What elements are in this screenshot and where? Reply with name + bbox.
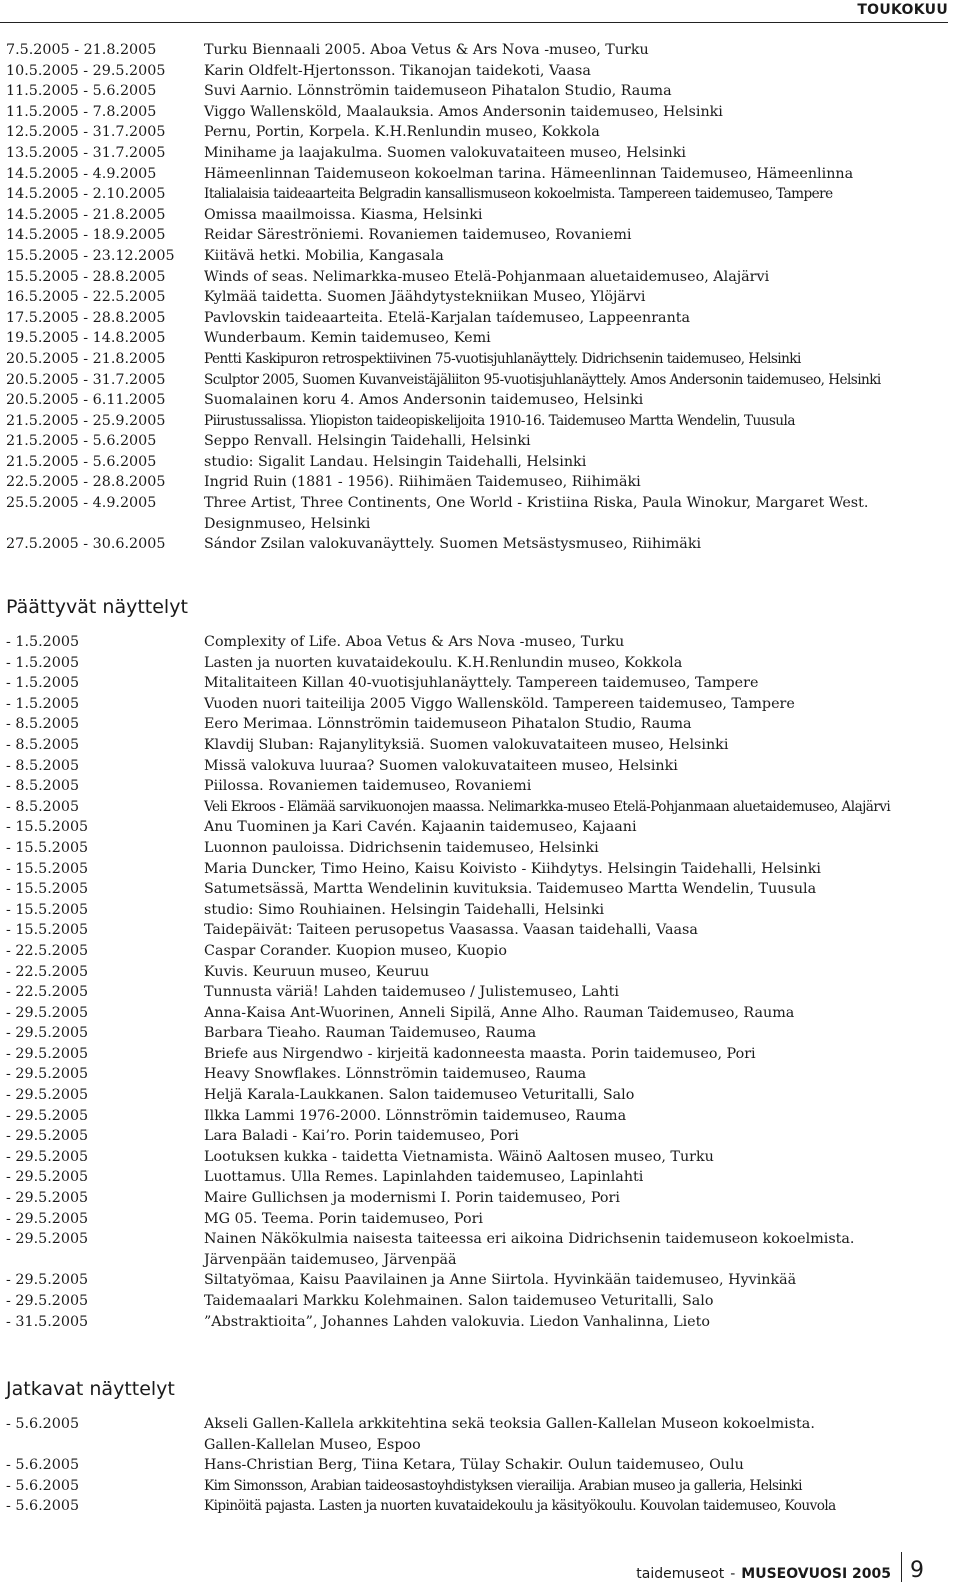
exhibition-date: 10.5.2005 - 29.5.2005 bbox=[6, 62, 166, 79]
ending-exhibitions-list bbox=[6, 632, 950, 1332]
exhibition-row bbox=[6, 632, 950, 653]
exhibition-date: - 1.5.2005 bbox=[6, 634, 80, 650]
exhibition-description: Piirustussalissa. Yliopiston taideopiskelijoita 1910-16. Taidemuseo Martta Wendelin, Tuusula bbox=[204, 412, 795, 429]
exhibition-description: Kuvis. Keuruun museo, Keuruu bbox=[204, 963, 430, 980]
exhibition-row bbox=[6, 694, 950, 715]
exhibition-description: Tunnusta väriä! Lahden taidemuseo / Julistemuseo, Lahti bbox=[204, 984, 619, 1001]
exhibition-row bbox=[6, 308, 950, 329]
exhibition-date: - 8.5.2005 bbox=[6, 736, 80, 753]
exhibition-date: 20.5.2005 - 31.7.2005 bbox=[6, 371, 166, 388]
exhibition-row bbox=[6, 1044, 950, 1065]
exhibition-date: - 15.5.2005 bbox=[6, 881, 89, 898]
exhibition-description: Akseli Gallen-Kallela arkkitehtina sekä teoksia Gallen-Kallelan Museon kokoelmista. bbox=[204, 1416, 815, 1432]
continuing-exhibitions-heading: Jatkavat näyttelyt bbox=[6, 1378, 175, 1400]
exhibition-row bbox=[6, 1229, 950, 1250]
exhibition-description: Heljä Karala-Laukkanen. Salon taidemuseo Veturitalli, Salo bbox=[204, 1087, 635, 1104]
exhibition-description: Mitalitaiteen Killan 40-vuotisjuhlanäyttely. Tampereen taidemuseo, Tampere bbox=[204, 675, 759, 692]
exhibition-row bbox=[6, 756, 950, 777]
exhibition-date: 19.5.2005 - 14.8.2005 bbox=[6, 330, 166, 347]
exhibition-description-continued: Designmuseo, Helsinki bbox=[204, 515, 371, 532]
exhibition-row bbox=[6, 900, 950, 921]
exhibition-row bbox=[6, 735, 950, 756]
exhibition-date: - 5.6.2005 bbox=[6, 1416, 80, 1432]
exhibition-row bbox=[6, 61, 950, 82]
exhibition-row bbox=[6, 838, 950, 859]
footer-dash: - bbox=[730, 1566, 736, 1582]
exhibition-description: Anu Tuominen ja Kari Cavén. Kajaanin taidemuseo, Kajaani bbox=[204, 819, 637, 836]
page-number: 9 bbox=[910, 1558, 924, 1583]
exhibition-description: Caspar Corander. Kuopion museo, Kuopio bbox=[204, 942, 507, 959]
exhibition-date: 21.5.2005 - 5.6.2005 bbox=[6, 433, 157, 450]
section-tag: TOUKOKUU bbox=[857, 2, 948, 18]
exhibition-row bbox=[6, 493, 950, 514]
exhibition-row bbox=[6, 1003, 950, 1024]
exhibition-description: Lara Baladi - Kai’ro. Porin taidemuseo, Pori bbox=[204, 1128, 519, 1145]
exhibition-description: Ilkka Lammi 1976-2000. Lönnströmin taidemuseo, Rauma bbox=[204, 1107, 627, 1124]
exhibition-date: - 15.5.2005 bbox=[6, 901, 89, 918]
exhibition-row bbox=[6, 1476, 950, 1497]
exhibition-row bbox=[6, 1188, 950, 1209]
exhibition-description: Kiitävä hetki. Mobilia, Kangasala bbox=[204, 247, 444, 264]
exhibition-date: - 22.5.2005 bbox=[6, 984, 89, 1001]
exhibition-row bbox=[6, 1147, 950, 1168]
exhibition-row bbox=[6, 349, 950, 370]
exhibition-description: Eero Merimaa. Lönnströmin taidemuseon Pihatalon Studio, Rauma bbox=[204, 716, 692, 733]
exhibition-date: - 5.6.2005 bbox=[6, 1457, 80, 1474]
exhibition-date: 7.5.2005 - 21.8.2005 bbox=[6, 42, 157, 58]
exhibition-row bbox=[6, 1023, 950, 1044]
exhibition-date: - 22.5.2005 bbox=[6, 942, 89, 959]
exhibition-date: 16.5.2005 - 22.5.2005 bbox=[6, 289, 166, 306]
exhibition-description: Kylmää taidetta. Suomen Jäähdytystekniikan Museo, Ylöjärvi bbox=[204, 289, 646, 306]
exhibition-description: Taidemaalari Markku Kolehmainen. Salon taidemuseo Veturitalli, Salo bbox=[204, 1293, 714, 1309]
continuing-exhibitions-list bbox=[6, 1414, 950, 1517]
exhibition-date: 15.5.2005 - 28.8.2005 bbox=[6, 268, 166, 285]
exhibition-row bbox=[6, 1455, 950, 1476]
exhibition-row bbox=[6, 1496, 950, 1517]
exhibition-row bbox=[6, 452, 950, 473]
exhibition-description: Lootuksen kukka - taidetta Vietnamista. Wäinö Aaltosen museo, Turku bbox=[204, 1148, 714, 1165]
exhibition-row bbox=[6, 797, 950, 818]
exhibition-description: Barbara Tieaho. Rauman Taidemuseo, Rauma bbox=[204, 1025, 537, 1042]
exhibition-row bbox=[6, 534, 950, 555]
exhibition-date: - 29.5.2005 bbox=[6, 1128, 89, 1145]
exhibition-description: Luonnon pauloissa. Didrichsenin taidemuseo, Helsinki bbox=[204, 839, 599, 856]
exhibition-date: - 29.5.2005 bbox=[6, 1004, 89, 1021]
exhibition-row bbox=[6, 941, 950, 962]
exhibition-date: 15.5.2005 - 23.12.2005 bbox=[6, 247, 175, 264]
exhibition-row bbox=[6, 431, 950, 452]
exhibition-row bbox=[6, 246, 950, 267]
exhibition-date: - 8.5.2005 bbox=[6, 716, 80, 733]
exhibition-description: Veli Ekroos - Elämää sarvikuonojen maassa. Nelimarkka-museo Etelä-Pohjanmaan aluetaidemuseo, Alajärvi bbox=[204, 798, 891, 815]
page-footer bbox=[636, 1552, 924, 1582]
exhibition-row bbox=[6, 1209, 950, 1230]
exhibition-description: Suvi Aarnio. Lönnströmin taidemuseon Pihatalon Studio, Rauma bbox=[204, 83, 672, 100]
exhibition-description: Karin Oldfelt-Hjertonsson. Tikanojan taidekoti, Vaasa bbox=[204, 62, 591, 79]
exhibition-description: Pernu, Portin, Korpela. K.H.Renlundin museo, Kokkola bbox=[204, 124, 600, 141]
exhibition-date: - 5.6.2005 bbox=[6, 1498, 80, 1515]
exhibition-description: Ingrid Ruin (1881 - 1956). Riihimäen Taidemuseo, Riihimäki bbox=[204, 474, 641, 491]
exhibition-date: 27.5.2005 - 30.6.2005 bbox=[6, 536, 166, 553]
exhibition-row bbox=[6, 982, 950, 1003]
exhibition-description: Piilossa. Rovaniemen taidemuseo, Rovaniemi bbox=[204, 778, 532, 795]
exhibition-row bbox=[6, 411, 950, 432]
exhibition-row bbox=[6, 714, 950, 735]
exhibition-row bbox=[6, 1106, 950, 1127]
exhibition-row bbox=[6, 1085, 950, 1106]
exhibition-description: studio: Simo Rouhiainen. Helsingin Taidehalli, Helsinki bbox=[204, 901, 605, 918]
exhibition-description: Seppo Renvall. Helsingin Taidehalli, Helsinki bbox=[204, 433, 531, 450]
exhibition-description: Kipinöitä pajasta. Lasten ja nuorten kuvataidekoulu ja käsityökoulu. Kouvolan taidemuseo, Kouvola bbox=[204, 1498, 836, 1515]
exhibition-date: 14.5.2005 - 2.10.2005 bbox=[6, 186, 166, 203]
exhibition-date: 14.5.2005 - 4.9.2005 bbox=[6, 165, 157, 182]
exhibition-description: Sándor Zsilan valokuvanäyttely. Suomen Metsästysmuseo, Riihimäki bbox=[204, 536, 702, 553]
exhibition-description-continued: Gallen-Kallelan Museo, Espoo bbox=[204, 1436, 421, 1453]
exhibition-date: - 5.6.2005 bbox=[6, 1477, 80, 1494]
exhibition-description: Three Artist, Three Continents, One World - Kristiina Riska, Paula Winokur, Margaret West. bbox=[204, 495, 869, 512]
exhibition-row bbox=[6, 184, 950, 205]
exhibition-description: Wunderbaum. Kemin taidemuseo, Kemi bbox=[204, 330, 491, 347]
exhibition-date: - 15.5.2005 bbox=[6, 839, 89, 856]
exhibition-date: - 29.5.2005 bbox=[6, 1210, 89, 1227]
exhibition-date: 11.5.2005 - 7.8.2005 bbox=[6, 103, 157, 120]
exhibition-row bbox=[6, 1126, 950, 1147]
exhibition-description: Missä valokuva luuraa? Suomen valokuvataiteen museo, Helsinki bbox=[204, 757, 678, 774]
exhibition-description: Reidar Säreströniemi. Rovaniemen taidemuseo, Rovaniemi bbox=[204, 227, 632, 244]
exhibition-row bbox=[6, 1414, 950, 1435]
footer-separator bbox=[901, 1552, 902, 1582]
exhibition-row bbox=[6, 40, 950, 61]
exhibition-date: 21.5.2005 - 25.9.2005 bbox=[6, 412, 166, 429]
exhibition-row bbox=[6, 653, 950, 674]
exhibition-description: Siltatyömaa, Kaisu Paavilainen ja Anne Siirtola. Hyvinkään taidemuseo, Hyvinkää bbox=[204, 1272, 797, 1289]
opening-exhibitions-list bbox=[6, 40, 950, 555]
exhibition-description: Suomalainen koru 4. Amos Andersonin taidemuseo, Helsinki bbox=[204, 392, 644, 409]
exhibition-date: 21.5.2005 - 5.6.2005 bbox=[6, 453, 157, 470]
exhibition-description: Nainen Näkökulmia naisesta taiteessa eri aikoina Didrichsenin taidemuseon kokoelmista. bbox=[204, 1231, 855, 1248]
exhibition-date: - 15.5.2005 bbox=[6, 922, 89, 939]
exhibition-date: 12.5.2005 - 31.7.2005 bbox=[6, 124, 166, 141]
exhibition-row bbox=[6, 390, 950, 411]
exhibition-description: Minihame ja laajakulma. Suomen valokuvataiteen museo, Helsinki bbox=[204, 144, 686, 161]
exhibition-date: 20.5.2005 - 6.11.2005 bbox=[6, 392, 166, 409]
exhibition-description: Vuoden nuori taiteilija 2005 Viggo Wallensköld. Tampereen taidemuseo, Tampere bbox=[204, 695, 795, 712]
exhibition-description: Kim Simonsson, Arabian taideosastoyhdistyksen vierailija. Arabian museo ja galleria, Helsinki bbox=[204, 1477, 802, 1494]
footer-publication: MUSEOVUOSI 2005 bbox=[741, 1566, 891, 1582]
exhibition-description: Lasten ja nuorten kuvataidekoulu. K.H.Renlundin museo, Kokkola bbox=[204, 654, 683, 671]
exhibition-row bbox=[6, 81, 950, 102]
exhibition-date: 14.5.2005 - 18.9.2005 bbox=[6, 227, 166, 244]
exhibition-description: Pavlovskin taideaarteita. Etelä-Karjalan taídemuseo, Lappeenranta bbox=[204, 309, 691, 326]
exhibition-date: - 29.5.2005 bbox=[6, 1190, 89, 1207]
exhibition-date: - 29.5.2005 bbox=[6, 1293, 89, 1309]
exhibition-date: - 29.5.2005 bbox=[6, 1066, 89, 1083]
exhibition-row bbox=[6, 122, 950, 143]
exhibition-row bbox=[6, 962, 950, 983]
exhibition-description: Viggo Wallensköld, Maalauksia. Amos Andersonin taidemuseo, Helsinki bbox=[204, 103, 723, 120]
ending-exhibitions-heading: Päättyvät näyttelyt bbox=[6, 596, 188, 618]
exhibition-date: 22.5.2005 - 28.8.2005 bbox=[6, 474, 166, 491]
exhibition-row bbox=[6, 205, 950, 226]
exhibition-date: - 8.5.2005 bbox=[6, 798, 80, 815]
exhibition-description: Heavy Snowflakes. Lönnströmin taidemuseo, Rauma bbox=[204, 1066, 587, 1083]
exhibition-date: - 1.5.2005 bbox=[6, 675, 80, 692]
exhibition-description: Satumetsässä, Martta Wendelinin kuvituksia. Taidemuseo Martta Wendelin, Tuusula bbox=[204, 881, 817, 898]
exhibition-date: - 29.5.2005 bbox=[6, 1045, 89, 1062]
exhibition-row bbox=[6, 776, 950, 797]
exhibition-description: Klavdij Sluban: Rajanylityksiä. Suomen valokuvataiteen museo, Helsinki bbox=[204, 736, 729, 753]
exhibition-row bbox=[6, 1312, 950, 1333]
exhibition-row bbox=[6, 370, 950, 391]
exhibition-row bbox=[6, 267, 950, 288]
exhibition-date: - 29.5.2005 bbox=[6, 1231, 89, 1248]
exhibition-date: - 8.5.2005 bbox=[6, 778, 80, 795]
exhibition-row bbox=[6, 102, 950, 123]
exhibition-date: 17.5.2005 - 28.8.2005 bbox=[6, 309, 166, 326]
exhibition-description: Sculptor 2005, Suomen Kuvanveistäjäliiton 95-vuotisjuhlanäyttely. Amos Andersonin taidemuseo, Helsinki bbox=[204, 371, 881, 388]
exhibition-date: - 15.5.2005 bbox=[6, 860, 89, 877]
exhibition-description: Luottamus. Ulla Remes. Lapinlahden taidemuseo, Lapinlahti bbox=[204, 1169, 644, 1186]
exhibition-date: - 29.5.2005 bbox=[6, 1107, 89, 1124]
exhibition-row bbox=[6, 164, 950, 185]
exhibition-row bbox=[6, 673, 950, 694]
exhibition-date: - 29.5.2005 bbox=[6, 1025, 89, 1042]
exhibition-date: - 1.5.2005 bbox=[6, 654, 80, 671]
exhibition-description: Briefe aus Nirgendwo - kirjeitä kadonneesta maasta. Porin taidemuseo, Pori bbox=[204, 1045, 756, 1062]
exhibition-description: Italialaisia taideaarteita Belgradin kansallismuseon kokoelmista. Tampereen taidemuseo, Tampere bbox=[204, 186, 833, 203]
exhibition-description: Complexity of Life. Aboa Vetus & Ars Nova -museo, Turku bbox=[204, 634, 625, 650]
exhibition-description: Maire Gullichsen ja modernismi I. Porin taidemuseo, Pori bbox=[204, 1190, 620, 1207]
exhibition-description: Maria Duncker, Timo Heino, Kaisu Koivisto - Kiihdytys. Helsingin Taidehalli, Helsinki bbox=[204, 860, 821, 877]
exhibition-date: - 31.5.2005 bbox=[6, 1313, 89, 1330]
exhibition-date: - 29.5.2005 bbox=[6, 1272, 89, 1289]
exhibition-description: Winds of seas. Nelimarkka-museo Etelä-Pohjanmaan aluetaidemuseo, Alajärvi bbox=[204, 268, 770, 285]
header-rule bbox=[0, 22, 948, 23]
exhibition-description: Omissa maailmoissa. Kiasma, Helsinki bbox=[204, 206, 483, 223]
exhibition-row bbox=[6, 879, 950, 900]
exhibition-description: Pentti Kaskipuron retrospektiivinen 75-vuotisjuhlanäyttely. Didrichsenin taidemuseo, Helsinki bbox=[204, 350, 801, 367]
exhibition-date: - 22.5.2005 bbox=[6, 963, 89, 980]
exhibition-row bbox=[6, 1291, 950, 1312]
exhibition-date: 13.5.2005 - 31.7.2005 bbox=[6, 144, 166, 161]
footer-site: taidemuseot bbox=[636, 1566, 725, 1582]
exhibition-description: Turku Biennaali 2005. Aboa Vetus & Ars Nova -museo, Turku bbox=[204, 42, 649, 58]
exhibition-row bbox=[6, 225, 950, 246]
exhibition-date: - 8.5.2005 bbox=[6, 757, 80, 774]
exhibition-row bbox=[6, 1270, 950, 1291]
exhibition-description: Hämeenlinnan Taidemuseon kokoelman tarina. Hämeenlinnan Taidemuseo, Hämeenlinna bbox=[204, 165, 854, 182]
exhibition-date: - 29.5.2005 bbox=[6, 1169, 89, 1186]
exhibition-date: - 1.5.2005 bbox=[6, 695, 80, 712]
exhibition-row bbox=[6, 1064, 950, 1085]
exhibition-row bbox=[6, 287, 950, 308]
exhibition-description: MG 05. Teema. Porin taidemuseo, Pori bbox=[204, 1210, 483, 1227]
exhibition-row bbox=[6, 859, 950, 880]
exhibition-description: ”Abstraktioita”, Johannes Lahden valokuvia. Liedon Vanhalinna, Lieto bbox=[204, 1313, 710, 1330]
exhibition-row bbox=[6, 328, 950, 349]
exhibition-row bbox=[6, 817, 950, 838]
exhibition-date: - 29.5.2005 bbox=[6, 1087, 89, 1104]
exhibition-description: Hans-Christian Berg, Tiina Ketara, Tülay Schakir. Oulun taidemuseo, Oulu bbox=[204, 1457, 744, 1474]
exhibition-description: Anna-Kaisa Ant-Wuorinen, Anneli Sipilä, Anne Alho. Rauman Taidemuseo, Rauma bbox=[204, 1004, 795, 1021]
exhibition-date: 14.5.2005 - 21.8.2005 bbox=[6, 206, 166, 223]
exhibition-description: Taidepäivät: Taiteen perusopetus Vaasassa. Vaasan taidehalli, Vaasa bbox=[204, 922, 698, 939]
exhibition-description-continued: Järvenpään taidemuseo, Järvenpää bbox=[204, 1251, 457, 1268]
exhibition-row bbox=[6, 920, 950, 941]
exhibition-date: - 29.5.2005 bbox=[6, 1148, 89, 1165]
exhibition-date: 25.5.2005 - 4.9.2005 bbox=[6, 495, 157, 512]
exhibition-row bbox=[6, 472, 950, 493]
exhibition-date: 20.5.2005 - 21.8.2005 bbox=[6, 350, 166, 367]
exhibition-date: 11.5.2005 - 5.6.2005 bbox=[6, 83, 157, 100]
exhibition-date: - 15.5.2005 bbox=[6, 819, 89, 836]
exhibition-row bbox=[6, 1167, 950, 1188]
exhibition-description: studio: Sigalit Landau. Helsingin Taidehalli, Helsinki bbox=[204, 453, 587, 470]
exhibition-row bbox=[6, 143, 950, 164]
